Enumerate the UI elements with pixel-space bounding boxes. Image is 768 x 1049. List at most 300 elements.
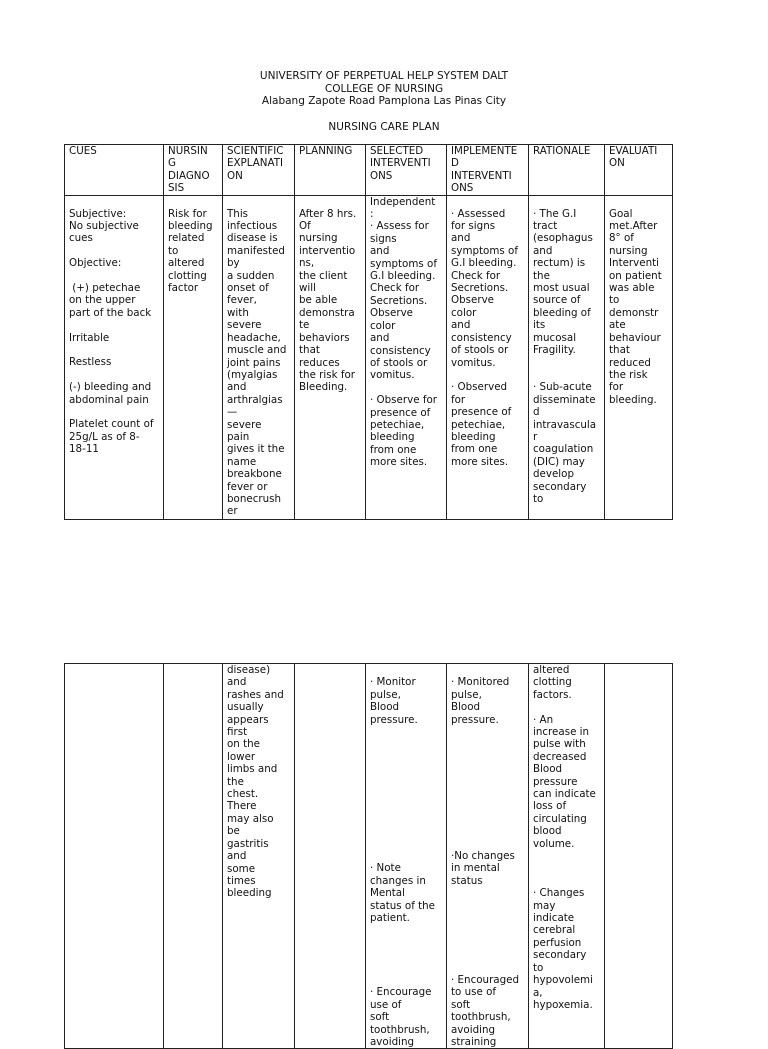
cell-line: muscle and [227,344,287,357]
cell-line [451,726,528,738]
cell-line: disease) [227,664,271,676]
cell-line: gastritis [227,837,269,850]
planning-cell [295,195,366,519]
cell-line: er [227,505,238,518]
cell-line: color [370,319,396,332]
cell-line [451,825,528,837]
cell-line: and [227,381,247,394]
cell-line: a sudden [227,269,275,282]
cell-line: Of [299,220,311,233]
cell-line: altered [168,257,205,270]
cell-line: RATIONALE [533,145,591,157]
implemented-interventions-cell [447,664,529,1049]
cell-line: increase in [533,726,590,739]
cell-line: infectious [227,220,278,233]
cell-line: altered [533,664,570,676]
cell-line: ns, [299,257,315,270]
cell-line: clotting [168,269,207,282]
cell-line: Independent [370,195,436,208]
cell-line: mucosal [533,331,577,344]
cell-line [370,962,446,974]
cell-line: INTERVENTI [451,169,512,182]
cell-line: use of [370,998,402,1011]
planning-cell [295,664,366,1049]
cell-line: in mental [451,862,500,875]
cell-line: bleeding [370,431,415,444]
diagnosis-cell [164,195,223,519]
cell-line: that [609,344,630,357]
cell-line [451,887,528,899]
cell-line: This [227,207,249,220]
cell-line: be [227,825,240,838]
cell-line [370,800,446,812]
cell-line: the client [299,269,348,282]
cell-line: Secretions. [370,294,428,307]
evaluation-cell [605,195,673,519]
cell-line: with [227,306,249,319]
cell-line: patient. [370,911,410,924]
cell-line: There [227,800,257,813]
cell-line: to [609,294,620,307]
cell-line: Bleeding. [299,381,348,394]
cell-line: to [533,961,544,974]
cell-line: Restless [69,356,112,369]
selected-interventions-cell [366,195,447,519]
cell-line: severe [227,319,262,332]
cell-line: Observe [370,307,414,320]
cell-line: : [370,208,374,221]
cell-line: NURSIN [168,145,208,157]
cell-line: · Monitored [451,676,510,689]
cell-line: ate [609,319,626,332]
cell-line: by [227,257,240,270]
care-plan-table-page-1 [64,144,673,520]
university-name: UNIVERSITY OF PERPETUAL HELP SYSTEM DALT [259,70,509,82]
cell-line: soft [451,998,471,1011]
cell-line [533,701,604,713]
cell-line: soft [370,1011,390,1024]
cell-line: Risk for [168,207,207,220]
cell-line [370,825,446,837]
cell-line: tract [533,220,558,233]
cell-line: on the upper [69,294,136,307]
cell-line: signs [370,232,397,245]
cell-line: decreased [533,750,587,763]
cell-line: disseminate [533,393,596,406]
cell-line: te [299,319,310,332]
cell-line: the [227,775,244,788]
rationale-cell [529,664,605,1049]
cell-line: reduces [299,356,340,369]
evaluation-cell [605,664,673,1049]
cell-line: vomitus. [370,369,415,382]
cell-line: hypoxemia. [533,998,593,1011]
cell-line: bleeding [168,220,213,233]
address-line: Alabang Zapote Road Pamplona Las Pinas City [261,95,507,107]
cell-line: rectum) is [533,257,586,270]
cell-line: Blood [533,763,563,776]
cell-line: pressure. [451,713,499,726]
cell-line: ON [609,157,625,170]
cell-line: fever, [227,294,257,307]
cell-line [451,800,528,812]
cell-line: (DIC) may [533,455,585,468]
cell-line [370,788,446,800]
cell-line: arthralgias [227,393,283,406]
cell-line: 25g/L as of 8- [69,430,140,443]
cell-line: ·No changes [451,849,515,862]
cell-line: behaviors [299,331,350,344]
cell-line: r [533,430,538,443]
cell-line: for [451,393,466,406]
cell-line: be able [299,294,338,307]
cell-line: indicate [533,912,575,925]
selected-interventions-cell [366,664,447,1049]
cell-line: can indicate [533,788,596,801]
cell-line: · Observed [451,381,508,394]
diagnosis-cell [164,664,223,1049]
cell-line: interventio [299,244,356,257]
cell-line: (myalgias [227,368,278,381]
cell-line: G.I bleeding. [370,270,436,283]
cell-line: to [533,492,544,505]
cell-line: on the [227,738,260,751]
cell-line: the [533,269,550,282]
cell-line: bleeding [227,887,272,900]
cell-line: headache, [227,331,281,344]
cell-line [370,763,446,775]
cell-line: Secretions. [451,282,509,295]
cell-line: usually [227,701,264,714]
cell-line: and [370,245,390,258]
cell-line: from one [451,443,498,456]
cell-line: CUES [69,145,97,157]
cell-line: onset of [227,282,269,295]
cell-line [451,763,528,775]
table-row [65,195,673,519]
cell-line: that [299,344,320,357]
header-evaluation [605,145,673,196]
cell-line: d [533,406,540,419]
explanation-cell [223,195,295,519]
cell-line: EXPLANATI [227,157,284,170]
cell-line [451,937,528,949]
cell-line: manifested [227,244,285,257]
cell-line: bonecrush [227,492,282,505]
cell-line: avoiding [451,1023,496,1036]
cell-line: G.I bleeding. [451,257,517,270]
care-plan-table-page-2 [64,663,673,1049]
cell-line: ONS [451,182,474,195]
cell-line: changes in [370,874,426,887]
cell-line: lower [227,750,256,763]
cell-line: chest. [227,788,259,801]
cell-line [451,813,528,825]
cell-line: Blood [451,701,481,714]
cell-line: color [451,306,477,319]
cell-line [69,369,163,381]
cell-line: part of the back [69,306,152,319]
cell-line: · Sub-acute [533,381,592,394]
cell-line: most usual [533,282,590,295]
cell-line: demonstra [299,306,355,319]
cell-line: perfusion [533,936,582,949]
cell-line: consistency [370,344,431,357]
cell-line: more sites. [370,456,428,469]
cell-line: · Monitor [370,676,416,689]
cell-line: a, [533,986,543,999]
cell-line: Fragility. [533,344,576,357]
cell-line: and [370,332,390,345]
cell-line: presence of [370,406,431,419]
cell-line: circulating [533,812,587,825]
cell-line [451,664,528,676]
cell-line [451,924,528,936]
cell-line [533,369,604,381]
header-selected-interventions [366,145,447,196]
cell-line: · Encouraged [451,973,520,986]
cell-line: and [227,850,247,863]
cues-cell [65,195,164,519]
cell-line: will [299,282,317,295]
cell-line: vomitus. [451,356,496,369]
cell-line: nursing [609,244,648,257]
cell-line: status of the [370,899,436,912]
cell-line: · An [533,713,554,726]
header-rationale [529,145,605,196]
cell-line: symptoms of [451,244,518,257]
cell-line: demonstr [609,306,659,319]
cell-line: joint pains [227,356,281,369]
cell-line: bleeding [451,430,496,443]
cell-line: breakbone [227,468,282,481]
cell-line: some [227,862,256,875]
cell-line: (esophagus [533,232,593,245]
cell-line [533,357,604,369]
cell-line: factor [168,282,199,295]
cell-line: 8° of [609,232,634,245]
cell-line: fever or [227,480,268,493]
cell-line: DIAGNO [168,169,210,182]
cell-line: · Changes [533,887,585,900]
cell-line: nursing [299,232,338,245]
cell-line: intravascula [533,418,597,431]
rationale-cell [529,195,605,519]
cell-line: After 8 hrs. [299,207,357,220]
cell-line: and [227,676,247,689]
cell-line: the risk [609,368,648,381]
cell-line: on patient [609,269,662,282]
cell-line: ON [227,169,243,182]
cell-line: ONS [370,169,393,182]
cell-line: loss of [533,800,567,813]
cell-line: coagulation [533,443,594,456]
cell-line [370,974,446,986]
cell-line: cerebral [533,924,576,937]
cell-line: SIS [168,182,185,195]
cell-line: · The G.I [533,207,577,220]
cell-line [370,664,446,676]
cell-line: petechiae, [370,418,425,431]
table-header-row [65,145,673,196]
cell-line: toothbrush, [451,1011,511,1024]
cell-line: limbs and [227,763,278,776]
cell-line: from one [370,443,417,456]
cell-line: source of [533,294,581,307]
cell-line: may also [227,812,274,825]
cell-line: Mental [370,887,405,900]
cell-line: EVALUATI [609,145,658,157]
college-name: COLLEGE OF NURSING [324,82,444,95]
cell-line: cues [69,232,93,245]
cell-line: times [227,874,256,887]
cell-line: (-) bleeding and [69,381,152,394]
cell-line: related [168,232,205,245]
cell-line [451,738,528,750]
cell-line: pressure [533,775,578,788]
cell-line [533,850,604,862]
cell-line [69,344,163,356]
cell-line: straining [451,1035,497,1048]
cell-line [370,751,446,763]
cell-line [370,949,446,961]
header-planning [295,145,366,196]
cell-line: rashes and [227,688,284,701]
cell-line: factors. [533,688,572,701]
cell-line: volume. [533,837,575,850]
cell-line: (+) petechae [69,282,141,295]
cell-line: Interventi [609,257,660,270]
cell-line: was able [609,282,655,295]
cell-line: SELECTED [370,145,424,157]
cell-line: more sites. [451,455,509,468]
cell-line [370,937,446,949]
cell-line [451,900,528,912]
cell-line: presence of [451,406,512,419]
cell-line: petechiae, [451,418,506,431]
cell-line [69,270,163,282]
cell-line [69,406,163,418]
cell-line: · Assessed [451,207,506,220]
cell-line: develop [533,468,574,481]
cell-line: for [609,381,624,394]
cell-line [370,924,446,936]
cell-line: clotting [533,676,572,689]
table-row [65,664,673,1049]
document-header [0,70,768,133]
cell-line: and [451,232,471,245]
cell-line: for signs [451,220,496,233]
cell-line: Objective: [69,257,122,270]
cell-line: pressure. [370,713,418,726]
cell-line: · Assess for [370,220,429,233]
cell-line: behaviour [609,331,661,344]
cell-line: of stools or [370,356,428,369]
cell-line: gives it the [227,443,285,456]
header-implemented-interventions [447,145,529,196]
cell-line: first [227,726,248,739]
cell-line: consistency [451,331,512,344]
cell-line: IMPLEMENTE [451,145,518,157]
cell-line [451,369,528,381]
cell-line: Irritable [69,331,110,344]
cell-line: · Encourage [370,986,432,999]
cell-line: pulse, [370,688,401,701]
cell-line: status [451,874,483,887]
cell-line: Subjective: [69,207,127,220]
cell-line [451,961,528,973]
cell-line: No subjective [69,220,139,233]
cell-line [451,949,528,961]
cell-line: severe [227,418,262,431]
implemented-interventions-cell [447,195,529,519]
cell-line: Blood [370,701,400,714]
cell-line: pulse, [451,688,482,701]
cell-line: reduced [609,356,651,369]
cell-line: Goal [609,207,633,220]
cell-line: may [533,899,556,912]
cues-cell [65,664,164,1049]
cell-line [370,813,446,825]
cell-line: its [533,319,546,332]
cell-line: · Observe for [370,394,437,407]
cell-line: bleeding of [533,306,591,319]
cell-line [451,776,528,788]
cell-line: D [451,157,459,170]
cell-line [533,862,604,874]
cell-line: hypovolemi [533,974,593,987]
cell-line: and [533,244,553,257]
cell-line [370,850,446,862]
cell-line [370,776,446,788]
cell-line [69,319,163,331]
cell-line: pain [227,430,250,443]
cell-line: of stools or [451,344,509,357]
cell-line [533,875,604,887]
cell-line [370,382,446,394]
explanation-cell [223,664,295,1049]
cell-line: INTERVENTI [370,157,431,170]
cell-line: met.After [609,220,658,233]
cell-line: appears [227,713,269,726]
header-cues [65,145,164,196]
cell-line: G [168,157,176,170]
header-nursing-diagnosis [164,145,223,196]
cell-line [370,726,446,738]
cell-line: Observe [451,294,495,307]
cell-line [69,245,163,257]
document-title: NURSING CARE PLAN [328,120,440,133]
cell-line: SCIENTIFIC [227,145,284,157]
cell-line: Check for [370,282,420,295]
cell-line: Platelet count of [69,418,154,431]
cell-line: name [227,455,257,468]
cell-line: — [227,406,238,419]
cell-line: secondary [533,949,587,962]
cell-line: abdominal pain [69,393,149,406]
cell-line: · Note [370,862,401,875]
header-scientific-explanation [223,145,295,196]
cell-line: to use of [451,986,497,999]
cell-line: pulse with [533,738,586,751]
cell-line [370,738,446,750]
cell-line [451,838,528,850]
cell-line: blood [533,825,562,838]
cell-line: symptoms of [370,257,437,270]
cell-line [451,751,528,763]
cell-line: bleeding. [609,393,657,406]
cell-line: to [168,244,179,257]
